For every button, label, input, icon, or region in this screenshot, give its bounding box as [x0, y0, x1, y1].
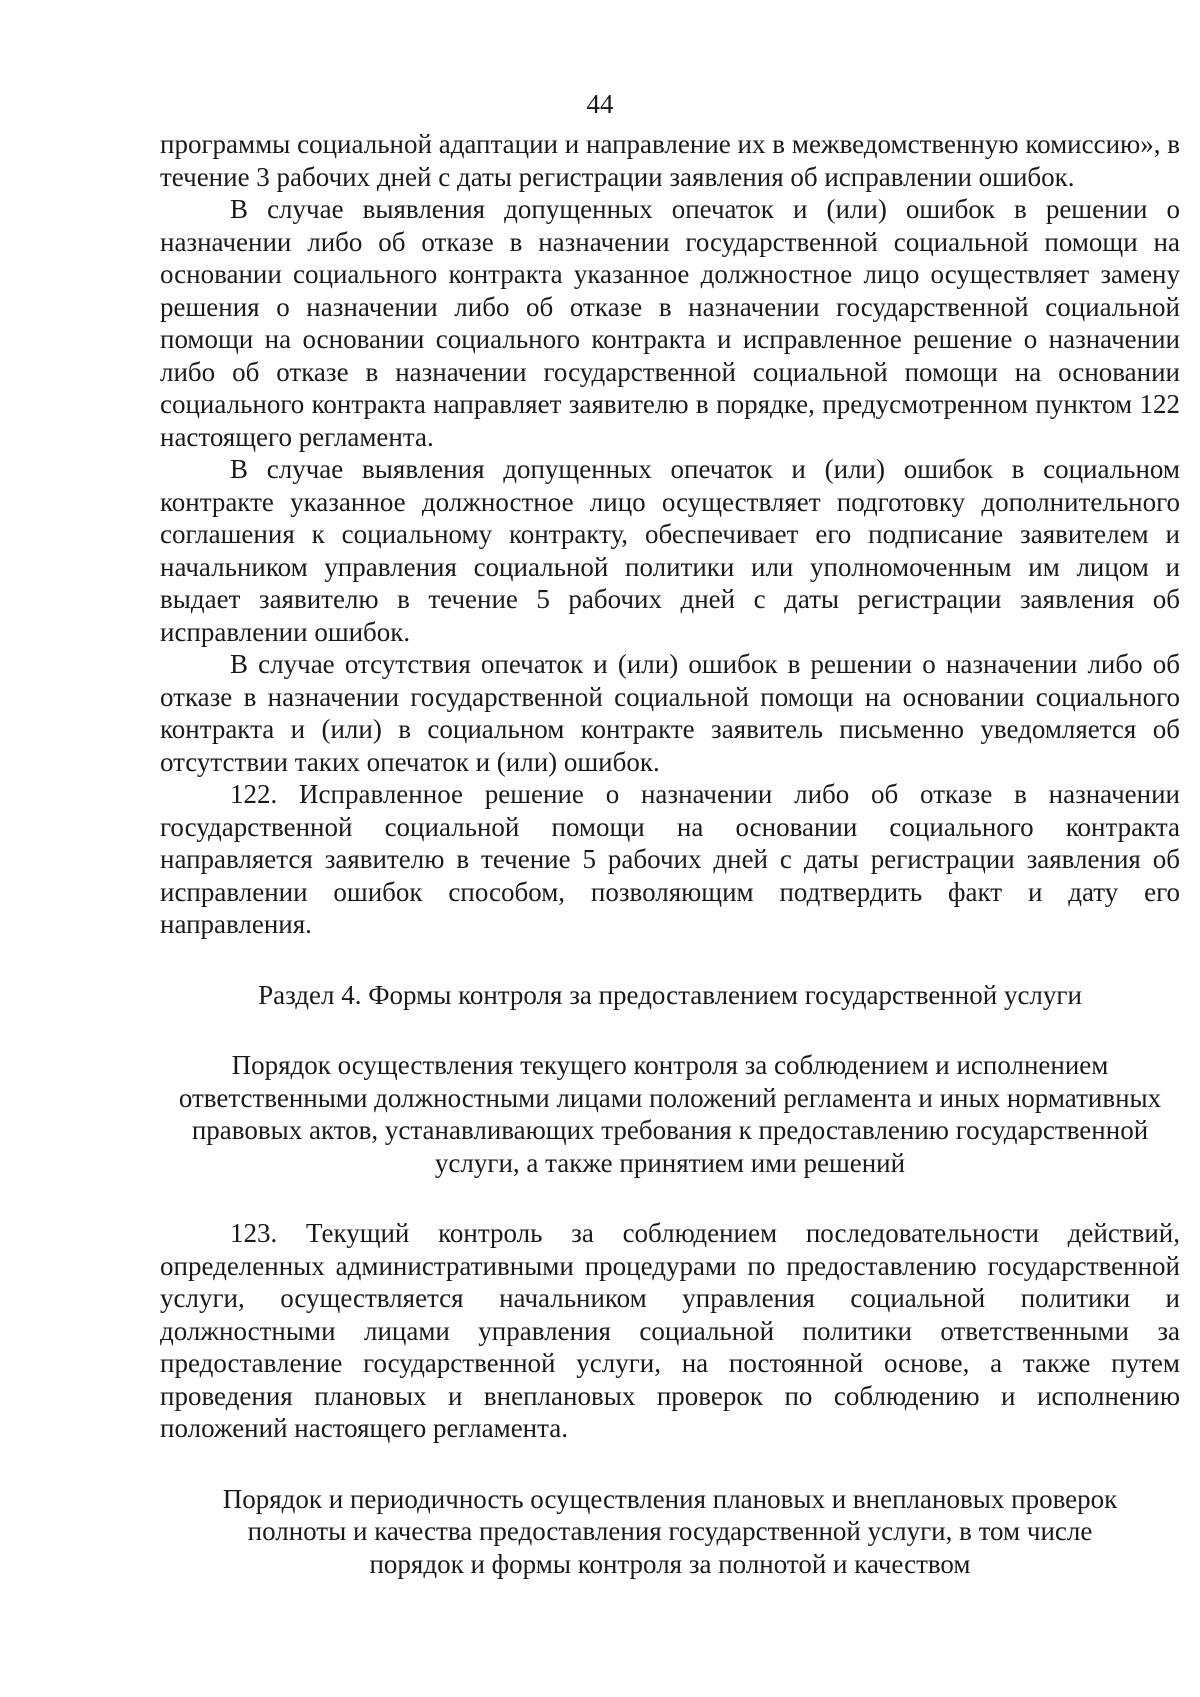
- paragraph-no-typos: В случае отсутствия опечаток и (или) ошибок в решении о назначении либо об отказе в назначении государственной социальной помощи на основании социального контракта и (или) в социальном контракте заявитель письменно уведомляется об отсутствии таких опечаток и (или) ошибок.: [160, 649, 1180, 777]
- section-heading: Раздел 4. Формы контроля за предоставлением государственной услуги: [258, 979, 1082, 1010]
- document-body: [160, 128, 1180, 1580]
- paragraph-122: 122. Исправленное решение о назначении либо об отказе в назначении государственной социальной помощи на основании социального контракта направляется заявителю в течение 5 рабочих дней с даты регистрации заявления об исправлении ошибок способом, позволяющим подтвердить факт и дату его направления.: [160, 779, 1180, 939]
- page-number: 44: [586, 89, 614, 119]
- paragraph-typo-in-contract: В случае выявления допущенных опечаток и (или) ошибок в социальном контракте указанное должностное лицо осуществляет подготовку дополнительного соглашения к социальному контракту, обеспечивает его подписание заявителем и начальником управления социальной политики или уполномоченным им лицом и выдает заявителю в течение 5 рабочих дней с даты регистрации заявления об исправлении ошибок.: [160, 454, 1180, 647]
- paragraph-typo-in-decision: В случае выявления допущенных опечаток и (или) ошибок в решении о назначении либо об отказе в назначении государственной социальной помощи на основании социального контракта указанное должностное лицо осуществляет замену решения о назначении либо об отказе в назначении государственной социальной помощи на основании социального контракта и исправленное решение о назначении либо об отказе в назначении государственной социальной помощи на основании социального контракта направляет заявителю в порядке, предусмотренном пунктом 122 настоящего регламента.: [160, 194, 1180, 452]
- paragraph-123: 123. Текущий контроль за соблюдением последовательности действий, определенных административными процедурами по предоставлению государственной услуги, осуществляется начальником управления социальной политики и должностными лицами управления социальной политики ответственными за предоставление государственной услуги, на постоянной основе, а также путем проведения плановых и внеплановых проверок по соблюдению и исполнению положений настоящего регламента.: [160, 1218, 1180, 1443]
- paragraph-continuation: программы социальной адаптации и направление их в межведомственную комиссию», в течение 3 рабочих дней с даты регистрации заявления об исправлении ошибок.: [160, 129, 1180, 192]
- subheading-current-control: Порядок осуществления текущего контроля за соблюдением и исполнением ответственными должностными лицами положений регламента и иных нормативных правовых актов, устанавливающих требования к предоставлению государственной услуги, а также принятием ими решений: [178, 1050, 1162, 1178]
- subheading-inspections: Порядок и периодичность осуществления плановых и внеплановых проверок полноты и качества предоставления государственной услуги, в том числе порядок и формы контроля за полнотой и качеством: [222, 1483, 1118, 1579]
